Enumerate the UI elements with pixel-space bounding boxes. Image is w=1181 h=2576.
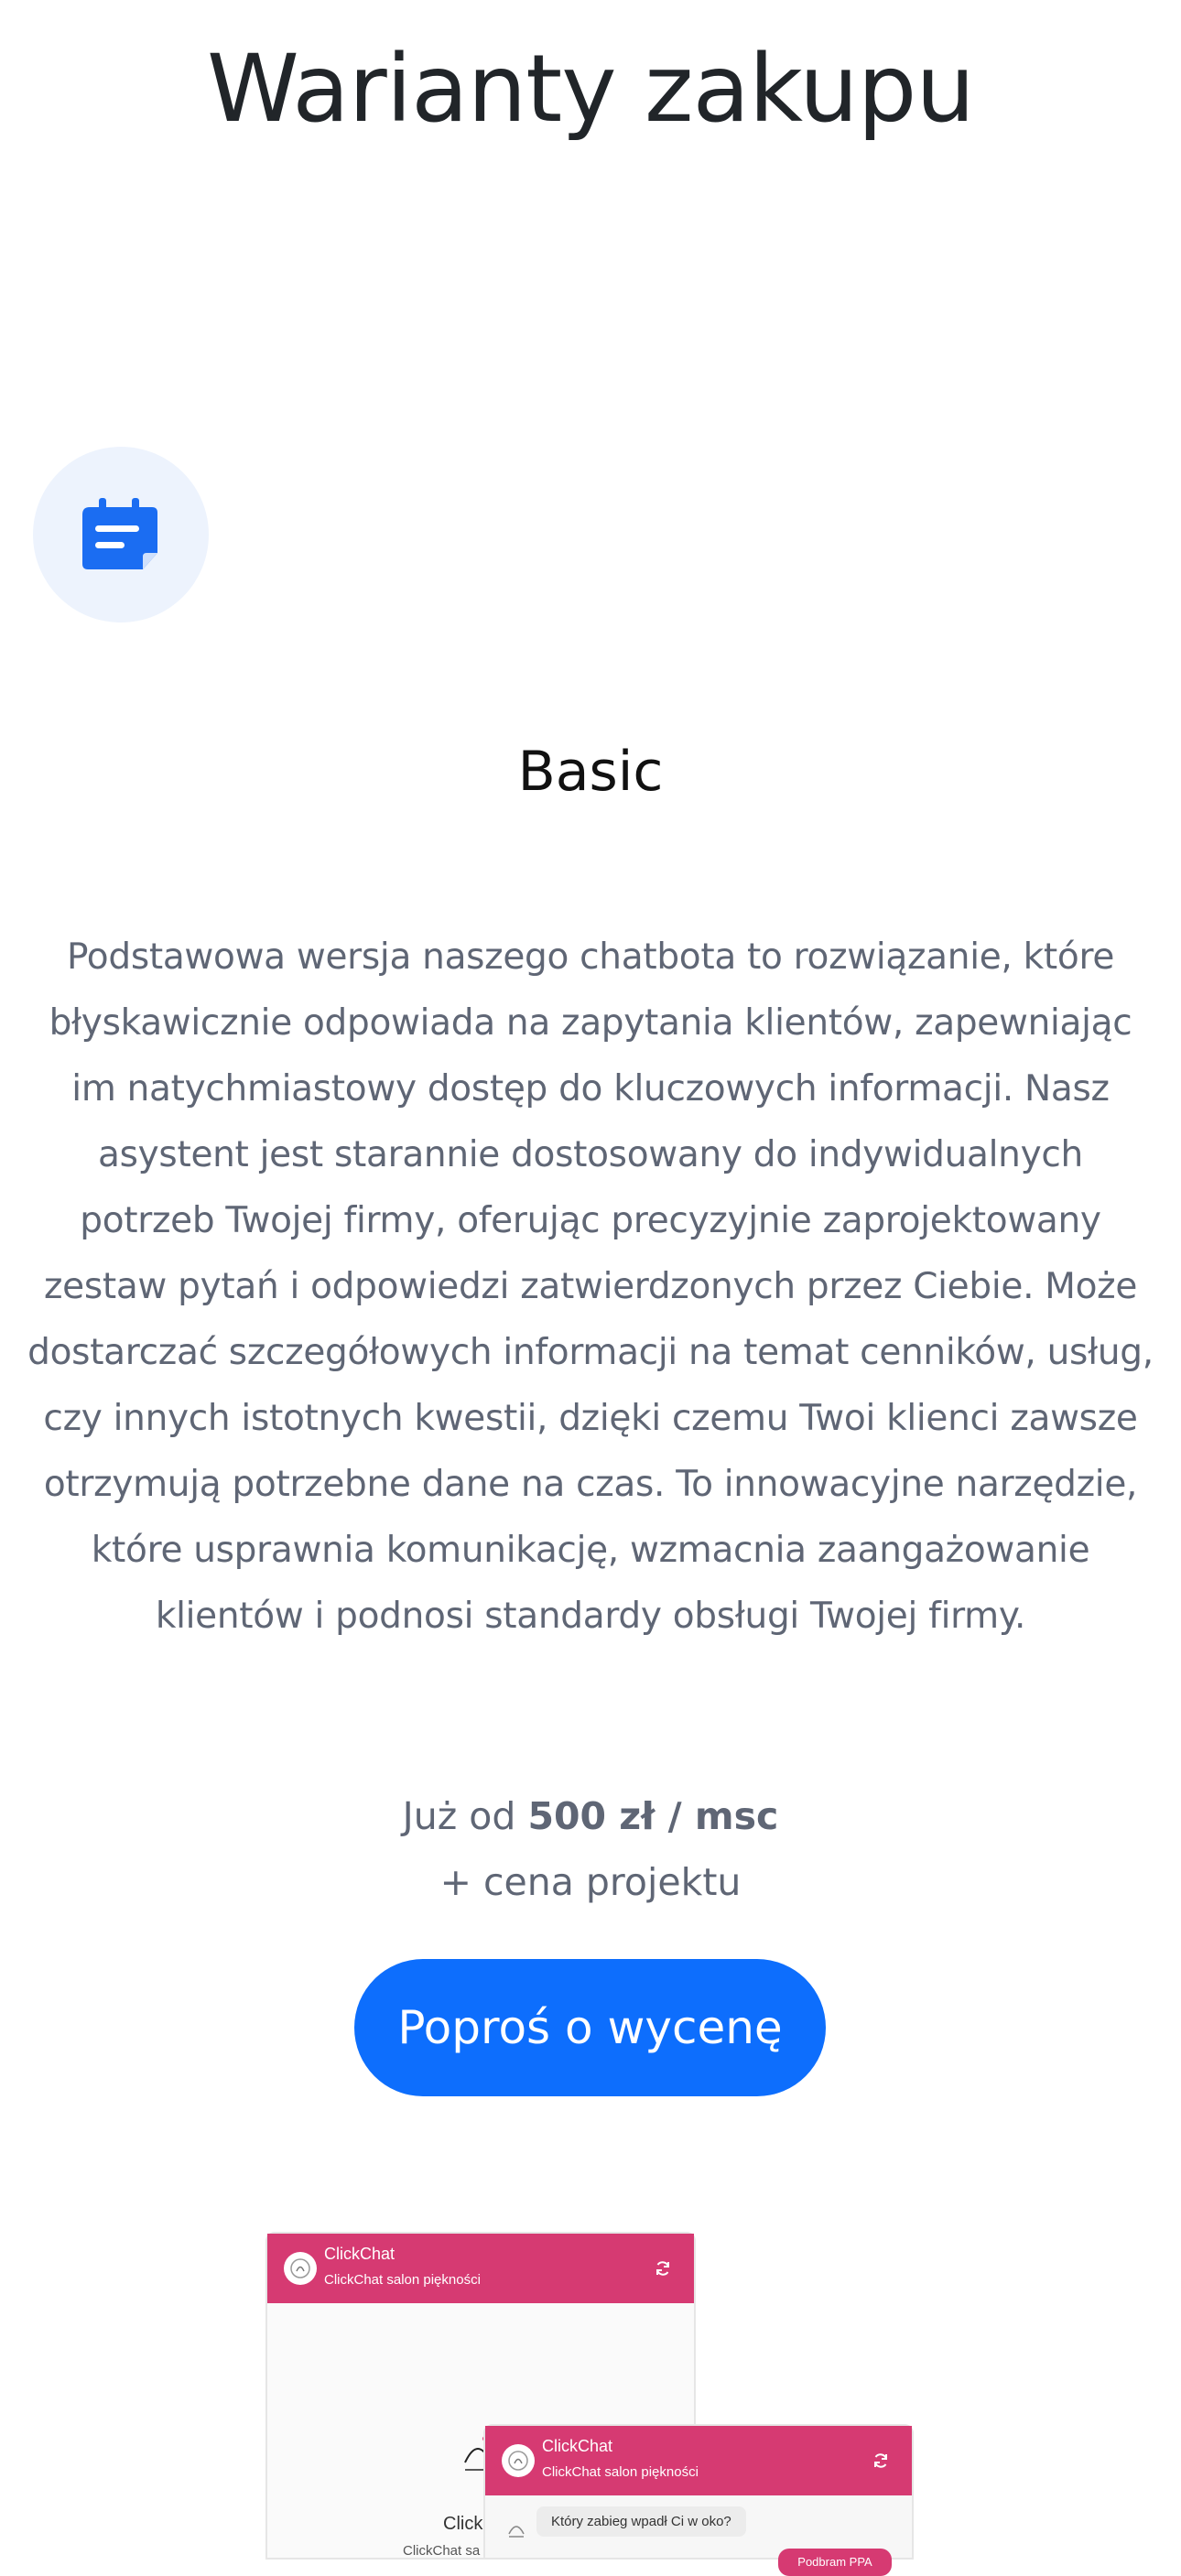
chat-body-name: Click — [443, 2514, 483, 2534]
chat-body-subtitle: ClickChat sa — [403, 2543, 481, 2559]
chat-name: ClickChat — [324, 2245, 395, 2263]
bot-avatar-icon — [504, 2516, 529, 2541]
chat-avatar — [502, 2444, 535, 2477]
request-quote-button[interactable]: Poproś o wycenę — [354, 1959, 826, 2096]
price-line — [0, 1787, 1181, 1845]
plan-title: Basic — [517, 740, 664, 804]
bot-message: Który zabieg wpadł Ci w oko? — [536, 2506, 746, 2537]
chat-avatar — [284, 2252, 317, 2285]
page-title: Warianty zakupu — [206, 35, 975, 144]
quick-reply-chip[interactable]: Podbram PPA — [778, 2549, 892, 2576]
salon-logo-icon — [289, 2257, 311, 2279]
price-value: 500 zł / msc — [527, 1794, 779, 1838]
chat-header — [267, 2234, 694, 2303]
refresh-icon[interactable] — [654, 2259, 672, 2278]
chat-name: ClickChat — [542, 2437, 613, 2455]
chat-preview-front-window — [483, 2424, 914, 2569]
refresh-icon[interactable] — [872, 2452, 890, 2470]
calendar-note-icon — [79, 496, 163, 573]
chat-subtitle: ClickChat salon piękności — [324, 2272, 481, 2288]
price-prefix: Już od — [402, 1794, 528, 1838]
salon-logo-icon — [507, 2450, 529, 2472]
plan-icon-badge — [33, 447, 209, 622]
chat-subtitle: ClickChat salon piękności — [542, 2464, 699, 2480]
project-price-note: + cena projektu — [439, 1860, 742, 1904]
plan-description: Podstawowa wersja naszego chatbota to rozwiązanie, które błyskawicznie odpowiada na zapytania klientów, zapewniając im natychmiastowy dostęp do kluczowych informacji. Nasz asystent jest starannie dostosowany do indywidualnych potrzeb Twojej firmy, oferując precyzyjnie zaprojektowany zestaw pytań i odpowiedzi zatwierdzonych przez Ciebie. Może dostarczać szczegółowych informacji na temat cenników, usług, czy innych istotnych kwestii, dzięki czemu Twoi klienci zawsze otrzymują potrzebne dane na czas. To innowacyjne narzędzie, które usprawnia komunikację, wzmacnia zaangażowanie klientów i podnosi standardy obsługi Twojej firmy. — [27, 936, 1154, 1637]
chat-header — [485, 2426, 912, 2495]
